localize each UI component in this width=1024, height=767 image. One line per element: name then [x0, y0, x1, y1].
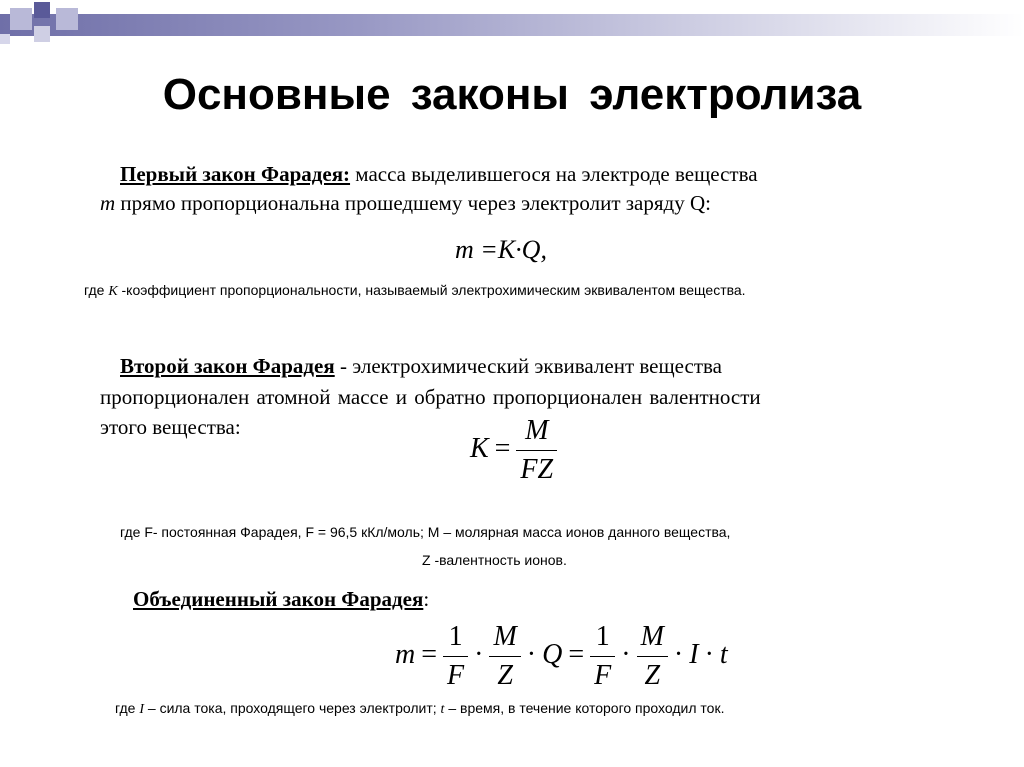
law3-dot: ·	[526, 638, 537, 670]
law2-text-line3: этого вещества:	[100, 415, 241, 439]
law3-note-pre: где	[115, 700, 140, 716]
law1-text	[120, 160, 758, 189]
law1-formula: m =K·Q,	[455, 235, 547, 264]
law3-q: Q	[542, 638, 563, 670]
law3-note-t: t	[440, 702, 445, 717]
law3-frac-1f-num: 1	[443, 618, 468, 657]
law3-i: I	[689, 638, 699, 670]
law2-fraction	[516, 412, 557, 489]
law3-dot: ·	[474, 638, 484, 670]
header-gradient-bar	[0, 14, 1024, 36]
law1-note-post: -коэффициент пропорциональности, называемый электрохимическим эквивалентом вещества.	[117, 282, 746, 298]
decor-square	[34, 2, 50, 18]
law3-dot: ·	[704, 638, 714, 670]
law3-eq: =	[568, 638, 585, 670]
law3-eq: =	[421, 638, 438, 670]
law3-frac-1f	[443, 618, 468, 695]
decor-square	[0, 34, 10, 44]
law3-frac-mz-den: Z	[644, 660, 661, 691]
law3-frac-mz-num: M	[489, 618, 520, 657]
law1-note	[84, 282, 746, 300]
law3-note-i: I	[139, 702, 144, 717]
law1-text-1: масса выделившегося на электроде вещества	[350, 162, 758, 186]
law3-frac-1f	[590, 618, 615, 695]
law3-t: t	[719, 638, 728, 670]
law3-frac-mz	[489, 618, 520, 695]
decor-square	[56, 8, 78, 30]
law1-var-m: m	[100, 191, 116, 215]
law3-frac-1f-num: 1	[590, 618, 615, 657]
law2-text-line2: пропорционален атомной массе и обратно пропорционален валентности	[100, 385, 761, 409]
law1-text-line2	[100, 189, 711, 218]
law2-note-2: Z -валентность ионов.	[422, 552, 567, 568]
law2-fraction-num: M	[516, 412, 557, 451]
law2-line1-rest: - электрохимический эквивалент вещества	[334, 354, 722, 378]
law2-formula	[470, 412, 557, 489]
decor-square	[10, 8, 32, 30]
decor-square	[34, 26, 50, 42]
law3-colon: :	[423, 587, 430, 611]
law3-note-mid: – сила тока, проходящего через электролит;	[144, 700, 441, 716]
law2-note-1: где F- постоянная Фарадея, F = 96,5 кКл/моль; М – молярная масса ионов данного вещества,	[120, 524, 731, 540]
law2-fraction-den: FZ	[520, 454, 554, 485]
law3-dot: ·	[673, 638, 684, 670]
law1-heading: Первый закон Фарадея:	[120, 162, 351, 186]
law3-note-post: – время, в течение которого проходил ток.	[444, 700, 725, 716]
law1-note-pre: где	[84, 282, 109, 298]
law3-formula	[395, 618, 728, 695]
law2-formula-eq: =	[494, 432, 511, 464]
law2-heading: Второй закон Фарадея	[120, 354, 335, 378]
law3-frac-mz	[637, 618, 668, 695]
law3-note	[115, 700, 724, 718]
law3-heading: Объединенный закон Фарадея	[133, 587, 424, 611]
law3-frac-1f-den: F	[594, 660, 612, 691]
law3-dot: ·	[621, 638, 631, 670]
law3-frac-mz-num: M	[637, 618, 668, 657]
law3-frac-mz-den: Z	[497, 660, 513, 691]
law1-note-var: К	[108, 284, 118, 299]
law2-text-line1	[120, 352, 722, 381]
law3-text	[133, 585, 429, 614]
law1-text-2: прямо пропорциональна прошедшему через электролит заряду Q:	[115, 191, 711, 215]
page-title: Основные законы электролиза	[162, 70, 862, 119]
law2-formula-lhs: К	[470, 432, 489, 464]
law3-m: m	[395, 638, 416, 670]
law3-frac-1f-den: F	[447, 660, 465, 691]
